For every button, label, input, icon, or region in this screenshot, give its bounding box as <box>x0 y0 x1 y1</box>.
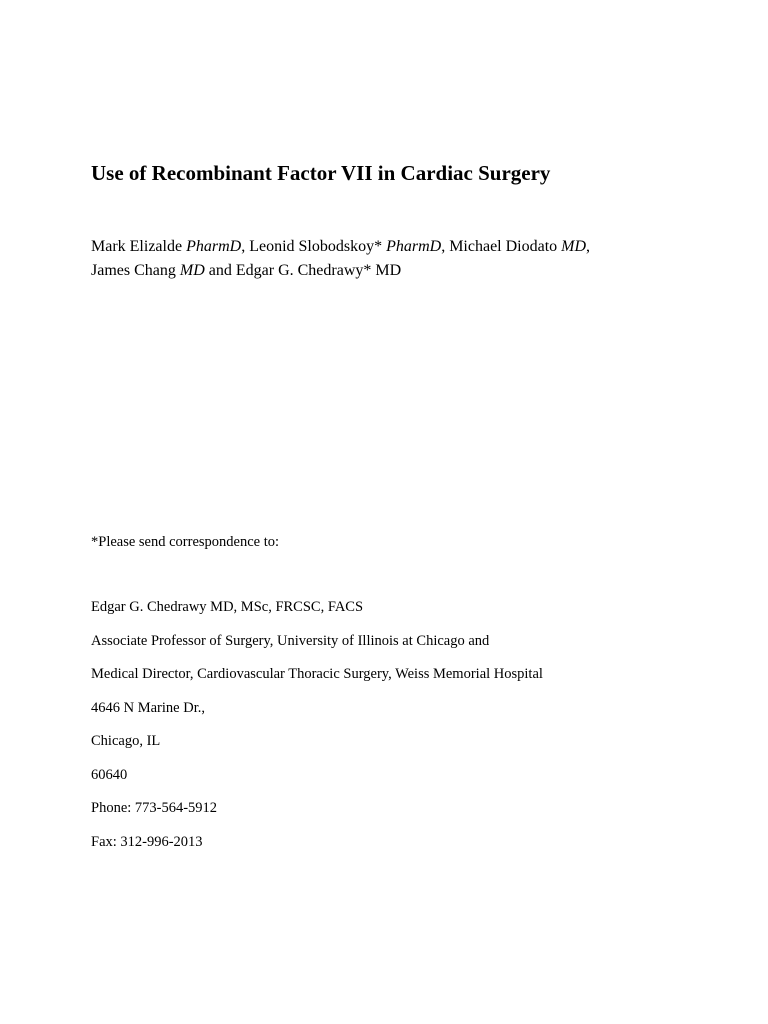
author-segment: , Leonid Slobodskoy* <box>241 238 387 255</box>
author-segment: and Edgar G. Chedrawy* MD <box>204 262 402 279</box>
author-line-2 <box>91 259 711 283</box>
author-credential: PharmD <box>386 238 442 255</box>
author-credential: PharmD <box>186 238 242 255</box>
contact-phone: Phone: 773-564-5912 <box>91 800 218 816</box>
correspondence-contact <box>91 597 543 865</box>
contact-city: Chicago, IL <box>91 733 161 749</box>
contact-title: Associate Professor of Surgery, University of Illinois at Chicago and <box>91 632 490 649</box>
author-list <box>91 235 711 283</box>
author-segment: , Michael Diodato <box>441 238 562 255</box>
contact-zip: 60640 <box>91 766 128 783</box>
author-segment: Mark Elizalde <box>91 238 187 255</box>
contact-fax: Fax: 312-996-2013 <box>91 833 203 850</box>
author-line-1 <box>91 235 711 259</box>
author-segment: James Chang <box>91 262 180 279</box>
paper-title: Use of Recombinant Factor VII in Cardiac Surgery <box>91 161 551 185</box>
author-segment: , <box>586 238 591 255</box>
correspondence-note: *Please send correspondence to: <box>91 534 280 550</box>
contact-position: Medical Director, Cardiovascular Thoracic Surgery, Weiss Memorial Hospital <box>91 666 543 682</box>
contact-street: 4646 N Marine Dr., <box>91 699 205 716</box>
author-credential: MD <box>179 262 205 279</box>
author-credential: MD <box>561 238 587 255</box>
contact-name: Edgar G. Chedrawy MD, MSc, FRCSC, FACS <box>91 599 364 615</box>
